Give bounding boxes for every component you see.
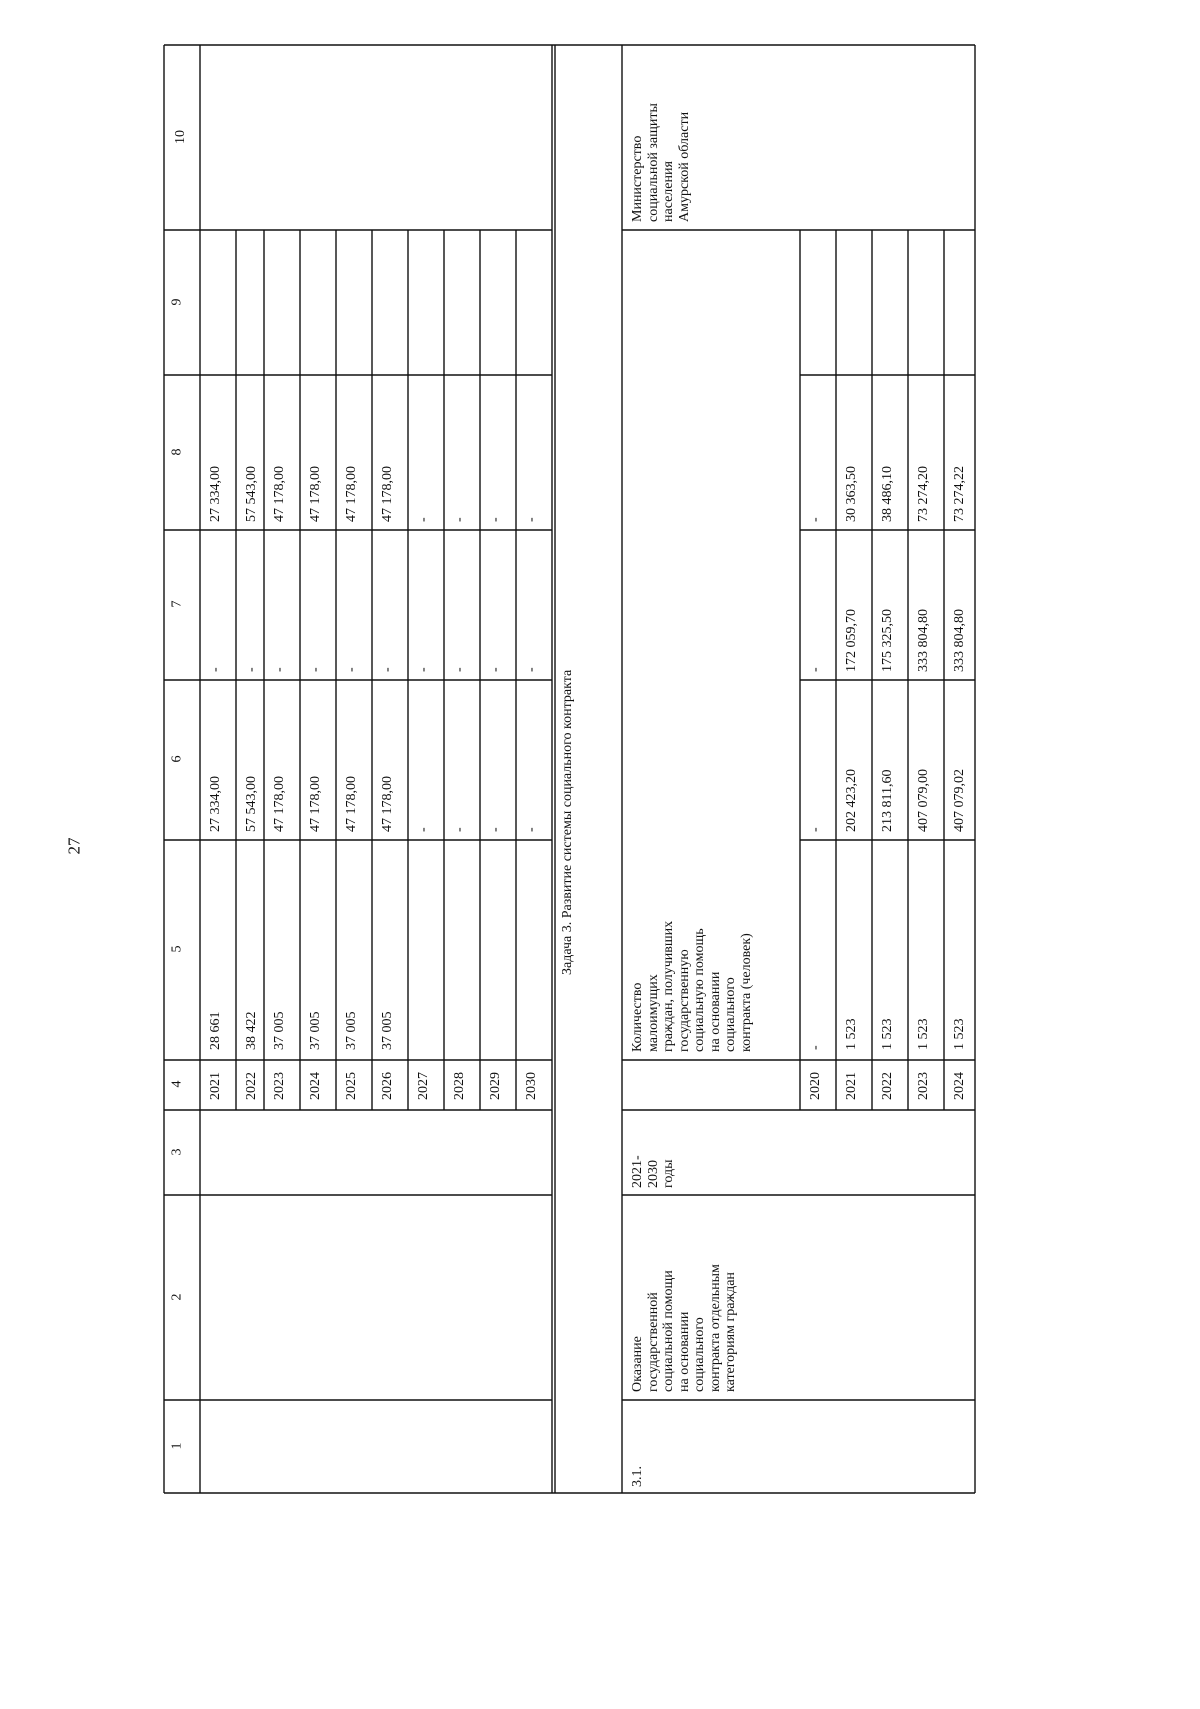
year-cell: 2030 — [524, 1072, 539, 1100]
year-cell: 2027 — [416, 1072, 431, 1100]
year-cell: 2024 — [952, 1072, 967, 1100]
value-cell-col6: 47 178,00 — [344, 776, 359, 832]
value-cell-col8: - — [808, 517, 823, 522]
task-heading: Задача 3. Развитие системы социального контракта — [560, 669, 575, 975]
year-cell: 2023 — [916, 1072, 931, 1100]
indicator-text-line: социальную помощь — [692, 928, 707, 1052]
value-cell-col6: 27 334,00 — [208, 776, 223, 832]
value-cell-col7: - — [416, 667, 431, 672]
value-cell-col7: - — [308, 667, 323, 672]
item-name-line: категориям граждан — [723, 1272, 738, 1392]
value-cell-col6: 47 178,00 — [308, 776, 323, 832]
value-cell-col7: - — [808, 667, 823, 672]
value-cell-col5: 1 523 — [880, 1018, 895, 1050]
value-cell-col5: 38 422 — [244, 1011, 259, 1050]
value-cell-col8: - — [488, 517, 503, 522]
value-cell-col6: - — [524, 827, 539, 832]
value-cell-col7: - — [344, 667, 359, 672]
value-cell-col8: - — [416, 517, 431, 522]
year-cell: 2029 — [488, 1072, 503, 1100]
column-number: 7 — [169, 600, 185, 608]
indicator-text-line: контракта (человек) — [738, 933, 754, 1052]
item-name-line: контракта отдельным — [707, 1264, 723, 1392]
column-number: 8 — [169, 448, 185, 455]
value-cell-col6: - — [452, 827, 467, 832]
value-cell-col8: 30 363,50 — [844, 466, 859, 522]
item-period-line: годы — [661, 1159, 676, 1188]
value-cell-col6: 47 178,00 — [272, 776, 287, 832]
value-cell-col5: 1 523 — [916, 1018, 931, 1050]
executor-text-line: социальной защиты — [645, 103, 661, 222]
value-cell-col8: - — [524, 517, 539, 522]
item-name-line: государственной — [645, 1292, 661, 1392]
value-cell-col8: 57 543,00 — [244, 466, 259, 522]
value-cell-col5: - — [808, 1045, 823, 1050]
year-cell: 2021 — [844, 1072, 859, 1100]
value-cell-col8: - — [452, 517, 467, 522]
column-number: 1 — [169, 1442, 185, 1449]
page-number-text: 27 — [64, 837, 84, 855]
value-cell-col7: 333 804,80 — [952, 609, 967, 672]
executor-text-line: населения — [661, 161, 676, 222]
column-number: 4 — [169, 1080, 185, 1088]
executor-text-line: Амурской области — [676, 111, 692, 222]
item-name-line: социальной помощи — [661, 1270, 676, 1392]
value-cell-col6: 407 079,00 — [916, 769, 931, 832]
item-period-line: 2021- — [630, 1155, 645, 1188]
value-cell-col5: 37 005 — [308, 1011, 323, 1050]
column-number: 3 — [169, 1148, 185, 1155]
item-name-line: Оказание — [630, 1336, 645, 1392]
column-number: 10 — [173, 129, 188, 144]
item-number: 3.1. — [630, 1466, 645, 1487]
value-cell-col8: 47 178,00 — [380, 466, 395, 522]
column-number: 9 — [169, 298, 185, 305]
value-cell-col5: 28 661 — [208, 1011, 223, 1050]
item-name — [630, 1264, 739, 1392]
value-cell-col7: 333 804,80 — [916, 609, 931, 672]
value-cell-col7: - — [380, 667, 395, 672]
year-cell: 2021 — [208, 1072, 223, 1100]
year-cell: 2022 — [244, 1072, 259, 1100]
value-cell-col5: 37 005 — [272, 1011, 287, 1050]
value-cell-col7: - — [244, 667, 259, 672]
value-cell-col5: 37 005 — [344, 1011, 359, 1050]
item-period-line: 2030 — [645, 1160, 661, 1188]
value-cell-col5: 1 523 — [952, 1018, 967, 1050]
year-cell: 2026 — [380, 1072, 395, 1100]
value-cell-col5: 1 523 — [844, 1018, 859, 1050]
item-period — [630, 1155, 677, 1188]
value-cell-col7: - — [272, 667, 287, 672]
indicator-text-line: социального — [723, 977, 738, 1052]
indicator-text-line: Количество — [630, 982, 645, 1052]
value-cell-col6: - — [416, 827, 431, 832]
value-cell-col8: 47 178,00 — [344, 466, 359, 522]
year-cell: 2025 — [344, 1072, 359, 1100]
indicator-text-line: граждан, получивших — [661, 920, 676, 1052]
value-cell-col8: 47 178,00 — [308, 466, 323, 522]
item-name-line: на основании — [676, 1311, 692, 1392]
value-cell-col6: 213 811,60 — [880, 769, 895, 832]
value-cell-col6: 202 423,20 — [844, 769, 859, 832]
value-cell-col7: 172 059,70 — [844, 609, 859, 672]
executor-text — [630, 103, 692, 222]
year-cell: 2020 — [808, 1072, 823, 1100]
value-cell-col8: 38 486,10 — [880, 466, 895, 522]
value-cell-col7: - — [488, 667, 503, 672]
year-cell: 2024 — [308, 1072, 323, 1100]
value-cell-col8: 47 178,00 — [272, 466, 287, 522]
item-name-line: социального — [692, 1317, 707, 1392]
value-cell-col7: - — [524, 667, 539, 672]
value-cell-col5: 37 005 — [380, 1011, 395, 1050]
column-number: 5 — [169, 945, 185, 953]
indicator-text-line: на основании — [707, 971, 723, 1052]
value-cell-col7: 175 325,50 — [880, 609, 895, 672]
executor-text-line: Министерство — [630, 135, 645, 222]
value-cell-col7: - — [452, 667, 467, 672]
value-cell-col6: - — [488, 827, 503, 832]
indicator-text-line: государственную — [676, 949, 692, 1052]
value-cell-col7: - — [208, 667, 223, 672]
value-cell-col6: 57 543,00 — [244, 776, 259, 832]
value-cell-col6: 407 079,02 — [952, 769, 967, 832]
year-cell: 2023 — [272, 1072, 287, 1100]
column-number: 6 — [169, 755, 185, 763]
value-cell-col8: 27 334,00 — [208, 466, 223, 522]
value-cell-col8: 73 274,22 — [952, 466, 967, 522]
year-cell: 2022 — [880, 1072, 895, 1100]
value-cell-col6: 47 178,00 — [380, 776, 395, 832]
indicator-text-line: малоимущих — [645, 974, 661, 1052]
value-cell-col6: - — [808, 827, 823, 832]
year-cell: 2028 — [452, 1072, 467, 1100]
value-cell-col8: 73 274,20 — [916, 466, 931, 522]
indicator-text — [630, 921, 754, 1052]
column-number: 2 — [169, 1293, 185, 1300]
